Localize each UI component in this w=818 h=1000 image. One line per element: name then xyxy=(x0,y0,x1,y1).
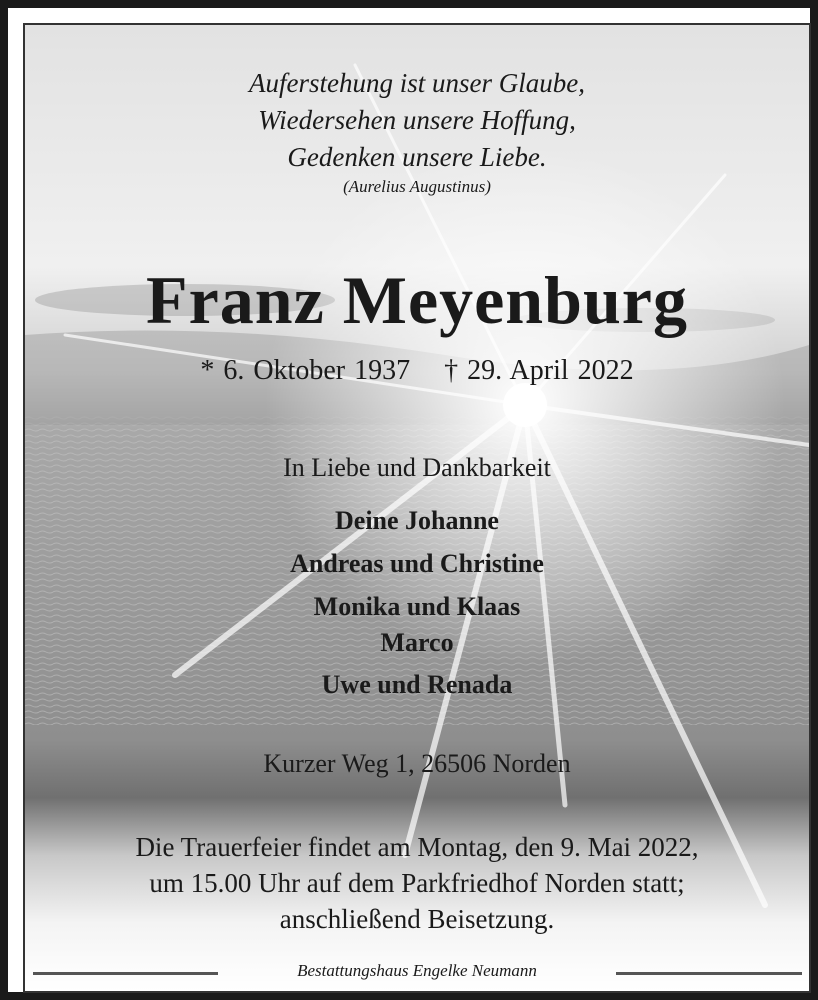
quote-line: Gedenken unsere Liebe. xyxy=(287,142,547,172)
life-dates xyxy=(25,355,809,387)
death-date: † 29. April 2022 xyxy=(444,355,634,386)
mourner-name: Monika und Klaas xyxy=(313,592,521,621)
mourner-name: Uwe und Renada xyxy=(321,670,513,699)
funeral-line: um 15.00 Uhr auf dem Parkfriedhof Norden statt; xyxy=(149,868,685,898)
funeral-home: Bestattungshaus Engelke Neumann xyxy=(297,961,537,980)
birth-date: * 6. Oktober 1937 xyxy=(200,355,411,386)
mourner-name: Andreas und Christine xyxy=(290,549,544,578)
notice-inner-frame xyxy=(23,23,811,993)
mourner-name: Deine Johanne xyxy=(335,506,499,535)
funeral-line: Die Trauerfeier findet am Montag, den 9. Mai 2022, xyxy=(135,832,699,862)
mourner-name: Marco xyxy=(380,628,454,657)
address: Kurzer Weg 1, 26506 Norden xyxy=(263,749,571,778)
quote-line: Wiedersehen unsere Hoffung, xyxy=(258,105,576,135)
quote-author: (Aurelius Augustinus) xyxy=(343,177,491,196)
quote-line: Auferstehung ist unser Glaube, xyxy=(249,68,585,98)
funeral-line: anschließend Beisetzung. xyxy=(279,904,555,934)
mourners-intro: In Liebe und Dankbarkeit xyxy=(283,453,551,482)
deceased-name: Franz Meyenburg xyxy=(146,262,688,338)
notice-content xyxy=(25,25,809,991)
